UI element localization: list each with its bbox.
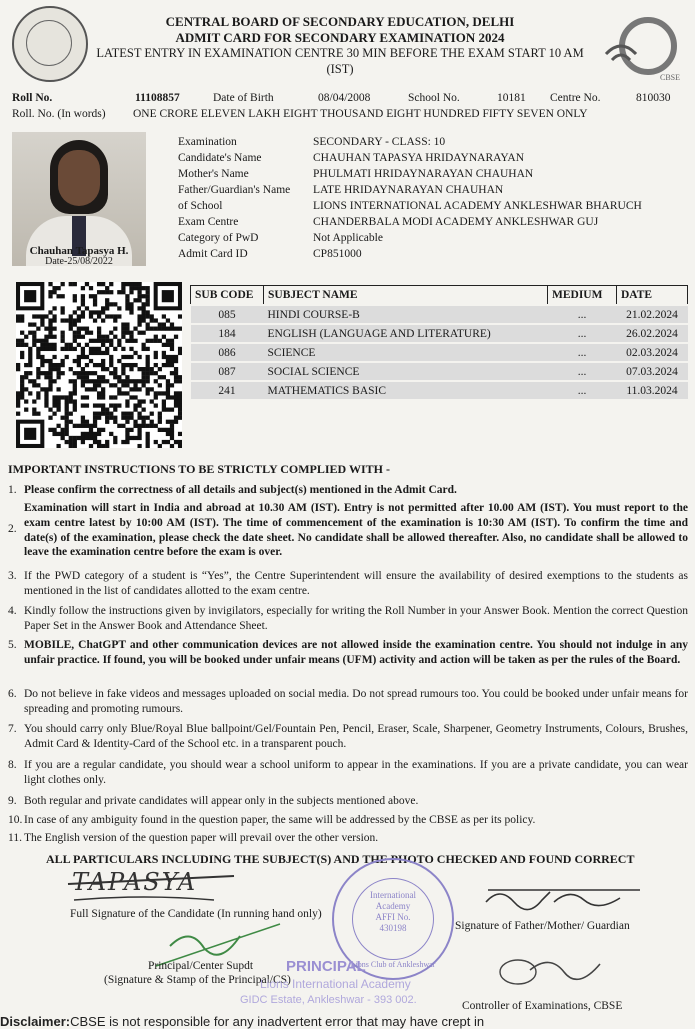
exam-date: 21.02.2024 (617, 305, 688, 324)
stamp-text: Academy (375, 901, 411, 911)
table-row (191, 343, 688, 362)
instructions-heading: IMPORTANT INSTRUCTIONS TO BE STRICTLY COMPLIED WITH - (8, 462, 391, 476)
medium: ... (548, 324, 617, 343)
instruction-text: Do not believe in fake videos and messages uploaded on social media. Do not spread rumours too. You could be booked under unfair means for spreading and promoting rumours. (24, 688, 688, 715)
instruction-text: Both regular and private candidates will appear only in the subjects mentioned above. (24, 795, 419, 807)
detail-label: Examination (178, 136, 237, 148)
exam-date: 07.03.2024 (617, 362, 688, 381)
cbse-emblem-left (12, 6, 88, 82)
subject-name: HINDI COURSE-B (264, 305, 548, 324)
table-row (191, 305, 688, 324)
medium: ... (548, 305, 617, 324)
roll-no-value: 11108857 (135, 92, 180, 104)
instruction-text: Kindly follow the instructions given by invigilators, especially for writing the Roll Number in your Answer Book. Mention the correct Question Paper Set in the Answer Book and Attendance Sheet. (24, 605, 688, 632)
principal-stamp-title: PRINCIPAL (286, 958, 366, 975)
board-title: CENTRAL BOARD OF SECONDARY EDUCATION, DELHI (165, 14, 515, 29)
exam-date: 02.03.2024 (617, 343, 688, 362)
instruction-item (8, 813, 688, 828)
roll-no-label: Roll No. (12, 92, 53, 104)
instruction-item (8, 831, 688, 846)
instruction-item (8, 569, 688, 599)
instruction-item (8, 604, 688, 634)
sub-code: 086 (191, 343, 264, 362)
sub-code: 241 (191, 381, 264, 399)
instruction-text: Examination will start in India and abroad at 10.30 AM (IST). Entry is not permitted after 10.00 AM (IST). You must report to the exam centre latest by 10:00 AM (IST). The time of commencement of the examination is 10:30 AM (IST). To confirm the time and date(s) of the examination, please check the date sheet. No candidate shall be allowed thereafter. Also, no candidate shall be allowed to leave the examination centre before the exam is over. (24, 502, 688, 559)
qr-code (16, 282, 182, 448)
parent-signature-icon (480, 880, 650, 916)
detail-label: Mother's Name (178, 168, 249, 180)
instruction-text: If the PWD category of a student is “Yes”, the Centre Superintendent will ensure the availability of desired exemptions to the students as mentioned in the list of candidates allotted to the exam centre. (24, 570, 688, 597)
detail-value: Not Applicable (313, 232, 383, 244)
instruction-text: Please confirm the correctness of all details and subject(s) mentioned in the Admit Card. (24, 484, 457, 496)
detail-value: CP851000 (313, 248, 362, 260)
exam-date: 11.03.2024 (617, 381, 688, 399)
instruction-text: You should carry only Blue/Royal Blue ballpoint/Gel/Fountain Pen, Pencil, Eraser, Scale, Sharpener, Geometry Instruments, Colours, Brushes, Admit Card & Identity-Card of the School etc. in a transparent pouch. (24, 723, 688, 750)
instruction-number: 5. (8, 639, 17, 651)
medium: ... (548, 381, 617, 399)
admit-card-title: ADMIT CARD FOR SECONDARY EXAMINATION 2024 (175, 30, 505, 45)
stamp-text: International (370, 890, 416, 900)
cbse-logo-right (596, 14, 686, 84)
candidate-signature-label: Full Signature of the Candidate (In running hand only) (70, 908, 322, 920)
detail-label: Candidate's Name (178, 152, 262, 164)
sub-code: 184 (191, 324, 264, 343)
instruction-number: 9. (8, 795, 17, 807)
principal-label: Principal/Center Supdt (148, 960, 254, 972)
stamp-text: AFFI No. (375, 912, 411, 922)
dob-label: Date of Birth (213, 92, 274, 104)
table-row (191, 362, 688, 381)
col-date: DATE (617, 286, 688, 306)
principal-stamp-label: (Signature & Stamp of the Principal/CS) (104, 974, 291, 986)
cbse-logo-mark-icon (596, 14, 686, 84)
roll-words-label: Roll. No. (In words) (12, 108, 106, 120)
detail-value: LIONS INTERNATIONAL ACADEMY ANKLESHWAR BHARUCH (313, 200, 642, 212)
stamp-text: 430198 (379, 923, 407, 933)
cbse-logo-text: CBSE (660, 73, 681, 82)
instruction-item (8, 501, 688, 560)
disclaimer-text: CBSE is not responsible for any inadvertent error that may have crept in (70, 1014, 485, 1029)
subject-name: SCIENCE (264, 343, 548, 362)
photo-caption-name: Chauhan Tapasya H. (29, 245, 129, 257)
instruction-item (8, 758, 688, 788)
instruction-item (8, 794, 688, 809)
stamp-ring-text: Lions Club of Ankleshwar (350, 960, 436, 969)
school-no-value: 10181 (497, 92, 526, 104)
instruction-number: 4. (8, 605, 17, 617)
principal-stamp-address: GIDC Estate, Ankleshwar - 393 002. (240, 994, 417, 1006)
detail-value: PHULMATI HRIDAYNARAYAN CHAUHAN (313, 168, 534, 180)
detail-value: LATE HRIDAYNARAYAN CHAUHAN (313, 184, 504, 196)
instruction-number: 8. (8, 759, 17, 771)
detail-label: Father/Guardian's Name (178, 184, 291, 196)
detail-label: Admit Card ID (178, 248, 248, 260)
verification-statement: ALL PARTICULARS INCLUDING THE SUBJECT(S) AND THE PHOTO CHECKED AND FOUND CORRECT (46, 852, 635, 866)
centre-no-label: Centre No. (550, 92, 601, 104)
detail-value: CHAUHAN TAPASYA HRIDAYNARAYAN (313, 152, 525, 164)
entry-notice: LATEST ENTRY IN EXAMINATION CENTRE 30 MIN BEFORE THE EXAM START 10 AM (96, 46, 584, 60)
controller-label: Controller of Examinations, CBSE (462, 1000, 623, 1012)
detail-label: of School (178, 200, 223, 212)
sub-code: 087 (191, 362, 264, 381)
instruction-item (8, 687, 688, 717)
instruction-number: 7. (8, 723, 17, 735)
table-row (191, 381, 688, 399)
instruction-text: MOBILE, ChatGPT and other communication devices are not allowed inside the examination centre. You should not indulge in any unfair practice. If found, you will be booked under unfair means (UFM) activity and action will be taken as per the rules of the Board. (24, 639, 688, 666)
controller-signature-icon (490, 950, 620, 990)
instruction-item (8, 483, 688, 498)
subject-name: SOCIAL SCIENCE (264, 362, 548, 381)
candidate-photo (12, 132, 146, 266)
instruction-item (8, 638, 688, 668)
detail-value: SECONDARY - CLASS: 10 (313, 136, 446, 148)
col-medium: MEDIUM (548, 286, 617, 306)
principal-stamp-school: Lions International Academy (260, 977, 411, 991)
instruction-number: 3. (8, 570, 17, 582)
instruction-number: 6. (8, 688, 17, 700)
subject-name: MATHEMATICS BASIC (264, 381, 548, 399)
instruction-text: If you are a regular candidate, you should wear a school uniform to appear in the examinations. If you are a private candidate, you can wear light clothes only. (24, 759, 688, 786)
parent-signature-label: Signature of Father/Mother/ Guardian (455, 920, 630, 932)
dob-value: 08/04/2008 (318, 92, 371, 104)
table-row (191, 324, 688, 343)
instruction-text: In case of any ambiguity found in the question paper, the same will be addressed by the CBSE as per its policy. (24, 814, 536, 826)
subjects-table (190, 285, 688, 399)
instruction-number: 2. (8, 523, 17, 535)
candidate-signature-stroke-icon (64, 870, 254, 904)
subject-name: ENGLISH (LANGUAGE AND LITERATURE) (264, 324, 548, 343)
table-header-row (191, 286, 688, 306)
school-no-label: School No. (408, 92, 460, 104)
detail-value: CHANDERBALA MODI ACADEMY ANKLESHWAR GUJ (313, 216, 599, 228)
detail-label: Exam Centre (178, 216, 239, 228)
detail-label: Category of PwD (178, 232, 259, 244)
candidate-signature: TAPASYA (72, 868, 198, 896)
instruction-number: 1. (8, 484, 17, 496)
medium: ... (548, 343, 617, 362)
instruction-text: The English version of the question paper will prevail over the other version. (24, 832, 379, 844)
disclaimer (0, 1014, 484, 1029)
roll-words-value: ONE CRORE ELEVEN LAKH EIGHT THOUSAND EIGHT HUNDRED FIFTY SEVEN ONLY (133, 108, 588, 120)
entry-notice-ist: (IST) (326, 62, 354, 76)
qr-code-icon (16, 282, 182, 448)
sub-code: 085 (191, 305, 264, 324)
centre-no-value: 810030 (636, 92, 671, 104)
col-sub-code: SUB CODE (191, 286, 264, 306)
col-subject-name: SUBJECT NAME (264, 286, 548, 306)
instruction-item (8, 722, 688, 752)
photo-caption-date: Date-25/08/2022 (45, 256, 113, 266)
instruction-number: 11. (8, 832, 22, 844)
disclaimer-label: Disclaimer: (0, 1014, 71, 1029)
medium: ... (548, 362, 617, 381)
exam-date: 26.02.2024 (617, 324, 688, 343)
instruction-number: 10. (8, 814, 23, 826)
